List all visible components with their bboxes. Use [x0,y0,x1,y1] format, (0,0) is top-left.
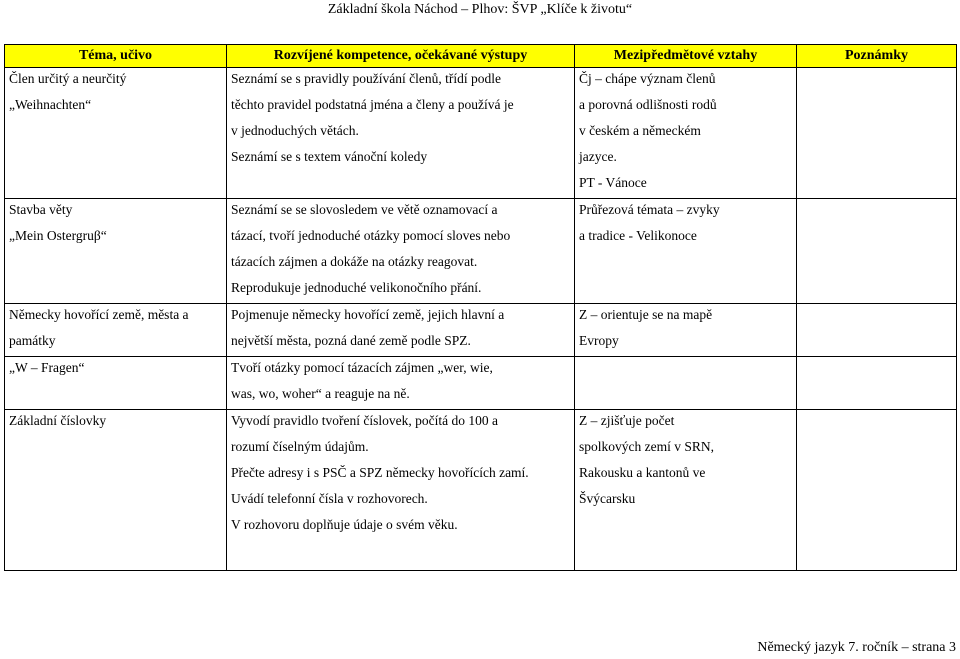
relation-line: Průřezová témata – zvyky [579,202,720,217]
cell-competences [227,410,575,571]
relation-line: Rakousku a kantonů ve [579,465,706,480]
cell-notes [797,199,957,304]
table-row [5,304,957,357]
cell-notes [797,410,957,571]
competence-line: rozumí číselným údajům. [231,439,369,454]
relation-line: Čj – chápe význam členů [579,71,716,86]
column-header-topic: Téma, učivo [5,45,227,68]
cell-relations [575,357,797,410]
competence-line: was, wo, woher“ a reaguje na ně. [231,386,410,401]
competence-line: V rozhovoru doplňuje údaje o svém věku. [231,517,458,532]
cell-competences [227,304,575,357]
cell-relations [575,304,797,357]
cell-relations [575,68,797,199]
column-header-relations: Mezipředmětové vztahy [575,45,797,68]
competence-line: Seznámí se s pravidly používání členů, třídí podle [231,71,501,86]
competence-line: Pojmenuje německy hovořící země, jejich hlavní a [231,307,505,322]
competence-line: tázacích zájmen a dokáže na otázky reagovat. [231,254,478,269]
cell-topic [5,357,227,410]
competence-line: největší města, pozná dané země podle SPZ. [231,333,471,348]
table-row [5,199,957,304]
table-row [5,410,957,571]
competence-line: v jednoduchých větách. [231,123,359,138]
column-header-competences: Rozvíjené kompetence, očekávané výstupy [227,45,575,68]
topic-line: Člen určitý a neurčitý [9,71,127,86]
competence-line: Seznámí se s textem vánoční koledy [231,149,428,164]
table-row [5,68,957,199]
topic-line: památky [9,333,56,348]
competence-line: Reprodukuje jednoduché velikonočního přání. [231,280,482,295]
relation-line: Z – orientuje se na mapě [579,307,713,322]
cell-notes [797,68,957,199]
relation-line: Švýcarsku [579,491,636,506]
relation-line: Evropy [579,333,619,348]
topic-line: Německy hovořící země, města a [9,307,189,322]
competence-line: tázací, tvoří jednoduché otázky pomocí sloves nebo [231,228,511,243]
competence-line: Uvádí telefonní čísla v rozhovorech. [231,491,428,506]
cell-notes [797,304,957,357]
curriculum-table [4,44,957,571]
page-footer: Německý jazyk 7. ročník – strana 3 [757,640,956,655]
relation-line: Z – zjišťuje počet [579,413,675,428]
relation-line: jazyce. [579,149,617,164]
cell-topic [5,68,227,199]
cell-topic [5,199,227,304]
table-row [5,357,957,410]
topic-line: „W – Fragen“ [9,360,85,375]
topic-line: „Mein Ostergruβ“ [9,228,107,243]
topic-line: „Weihnachten“ [9,97,92,112]
competence-line: Vyvodí pravidlo tvoření číslovek, počítá do 100 a [231,413,498,428]
cell-relations [575,410,797,571]
competence-line: Seznámí se se slovosledem ve větě oznamovací a [231,202,498,217]
topic-line: Stavba věty [9,202,73,217]
cell-topic [5,410,227,571]
relation-line: spolkových zemí v SRN, [579,439,714,454]
relation-line: v českém a německém [579,123,701,138]
column-header-notes: Poznámky [797,45,957,68]
cell-relations [575,199,797,304]
topic-line: Základní číslovky [9,413,107,428]
relation-line: a tradice - Velikonoce [579,228,697,243]
page-header: Základní škola Náchod – Plhov: ŠVP „Klíče k životu“ [327,2,633,17]
relation-line: PT - Vánoce [579,175,647,190]
cell-competences [227,199,575,304]
cell-topic [5,304,227,357]
cell-competences [227,68,575,199]
competence-line: Tvoří otázky pomocí tázacích zájmen „wer, wie, [231,360,493,375]
relation-line: a porovná odlišnosti rodů [579,97,717,112]
competence-line: těchto pravidel podstatná jména a členy a používá je [231,97,514,112]
cell-competences [227,357,575,410]
cell-notes [797,357,957,410]
competence-line: Přečte adresy i s PSČ a SPZ německy hovořících zamí. [231,465,529,480]
table-header-row [5,45,957,68]
